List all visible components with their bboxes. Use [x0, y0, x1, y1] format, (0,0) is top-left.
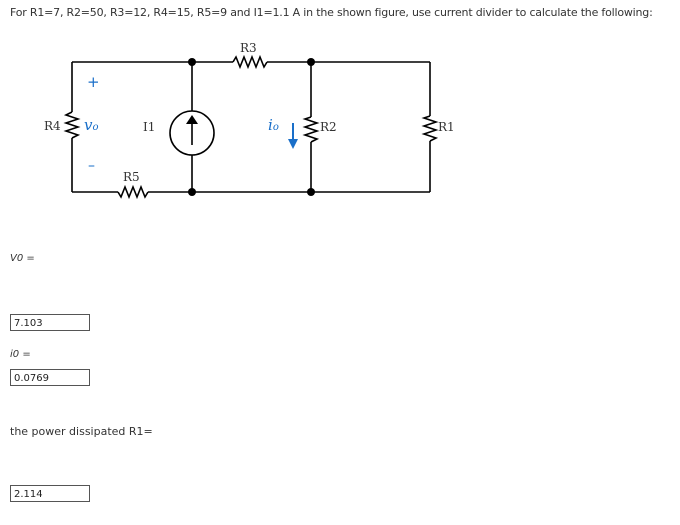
label-r2: R2 — [320, 120, 337, 134]
vo-plus-sign: + — [87, 73, 100, 91]
source-arrow — [186, 115, 198, 124]
io-label — [268, 116, 279, 134]
resistor-r5 — [118, 187, 148, 197]
v0-label: V0 = — [10, 253, 35, 264]
node — [307, 58, 315, 66]
node — [307, 188, 315, 196]
resistor-r1 — [424, 116, 436, 141]
label-r5: R5 — [123, 170, 140, 184]
vo-symbol: v — [84, 116, 93, 134]
resistor-r2 — [305, 117, 317, 142]
node — [188, 58, 196, 66]
node — [188, 188, 196, 196]
power-answer-field[interactable]: 2.114 — [10, 485, 90, 502]
vo-minus-sign: – — [88, 158, 95, 174]
label-r3: R3 — [240, 41, 257, 55]
resistor-r3 — [233, 57, 267, 67]
i0-label: i0 = — [10, 349, 31, 360]
label-r1: R1 — [438, 120, 455, 134]
label-r4: R4 — [44, 119, 61, 133]
vo-subscript: o — [92, 122, 99, 133]
resistor-r4 — [66, 112, 78, 138]
io-symbol: i — [268, 116, 273, 134]
io-subscript: o — [272, 122, 279, 133]
vo-label — [84, 116, 99, 134]
i0-answer-field[interactable]: 0.0769 — [10, 369, 90, 386]
v0-answer-field[interactable]: 7.103 — [10, 314, 90, 331]
question-text: For R1=7, R2=50, R3=12, R4=15, R5=9 and I1=1.1 A in the shown figure, use current divider to calculate the following: — [10, 6, 653, 19]
io-arrow — [288, 139, 298, 149]
power-label: the power dissipated R1= — [10, 425, 153, 438]
label-i1: I1 — [143, 120, 156, 134]
